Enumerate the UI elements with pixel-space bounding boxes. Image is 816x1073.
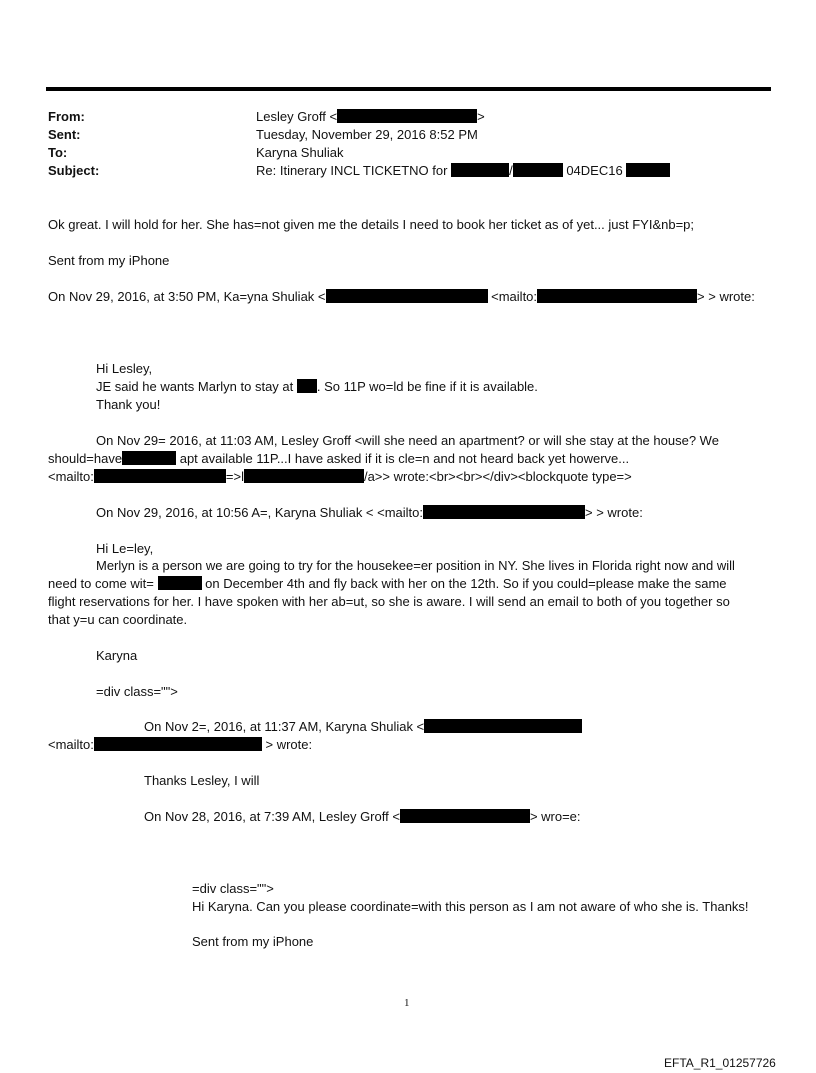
- body-line: Karyna: [96, 648, 138, 663]
- body-line: Hi Le=ley,: [96, 541, 154, 556]
- redaction-bar: [400, 809, 530, 823]
- from-label: From:: [48, 109, 85, 124]
- redaction-bar: [337, 109, 477, 123]
- body-line: Thanks Lesley, I will: [144, 773, 260, 788]
- body-line: =div class="">: [96, 684, 178, 699]
- redaction-bar: [513, 163, 563, 177]
- redaction-bar: [537, 289, 697, 303]
- to-label: To:: [48, 145, 68, 160]
- to-value: Karyna Shuliak: [256, 145, 344, 160]
- body-line: Sent from my iPhone: [48, 253, 170, 268]
- body-line: =div class="">: [192, 881, 274, 896]
- quote-header: On Nov 29, 2016, at 10:56 A=, Karyna Shuliak < <mailto: > > wrote:: [96, 505, 643, 520]
- body-line: Hi Karyna. Can you please coordinate=with this person as I am not aware of who she is. Thanks!: [192, 899, 749, 914]
- body-line: <mailto: > wrote:: [48, 737, 313, 752]
- redaction-bar: [423, 505, 585, 519]
- body-line: should=have apt available 11P...I have asked if it is cle=n and not heard back yet howerve...: [48, 451, 630, 466]
- sent-value: Tuesday, November 29, 2016 8:52 PM: [256, 127, 478, 142]
- body-line: Sent from my iPhone: [192, 934, 314, 949]
- redaction-bar: [626, 163, 670, 177]
- body-line: <mailto: =>l /a>> wrote:<br><br></div><blockquote type=>: [48, 469, 632, 484]
- body-line: Hi Lesley,: [96, 361, 153, 376]
- redaction-bar: [122, 451, 176, 465]
- redaction-bar: [326, 289, 488, 303]
- body-line: Ok great. I will hold for her. She has=not given me the details I need to book her ticket as of yet... just FYI&nb=p;: [48, 217, 695, 232]
- from-value: Lesley Groff < >: [256, 109, 485, 124]
- body-line: Merlyn is a person we are going to try for the housekee=er position in NY. She lives in Florida right now and will: [96, 558, 735, 573]
- body-line: Thank you!: [96, 397, 161, 412]
- quote-header: On Nov 29= 2016, at 11:03 AM, Lesley Groff <will she need an apartment? or will she stay at the house? We: [96, 433, 719, 448]
- subject-value: Re: Itinerary INCL TICKETNO for / 04DEC16: [256, 162, 670, 179]
- quote-header: On Nov 29, 2016, at 3:50 PM, Ka=yna Shuliak < <mailto: > > wrote:: [48, 289, 755, 304]
- redaction-bar: [424, 719, 582, 733]
- redaction-bar: [451, 163, 509, 177]
- quote-header: On Nov 28, 2016, at 7:39 AM, Lesley Groff < > wro=e:: [144, 809, 581, 824]
- body-line: JE said he wants Marlyn to stay at . So 11P wo=ld be fine if it is available.: [96, 379, 538, 394]
- redaction-bar: [297, 379, 317, 393]
- sent-label: Sent:: [48, 127, 81, 142]
- body-line: that y=u can coordinate.: [48, 612, 188, 627]
- redaction-bar: [244, 469, 364, 483]
- quote-header: On Nov 2=, 2016, at 11:37 AM, Karyna Shuliak <: [144, 718, 582, 735]
- redaction-bar: [94, 737, 262, 751]
- page-number: 1: [404, 997, 410, 1009]
- redaction-bar: [158, 576, 202, 590]
- subject-label: Subject:: [48, 163, 100, 178]
- redaction-bar: [94, 469, 226, 483]
- document-id: EFTA_R1_01257726: [664, 1056, 776, 1070]
- header-rule: [46, 87, 771, 91]
- body-line: flight reservations for her. I have spoken with her ab=ut, so she is aware. I will send an email to both of you together so: [48, 594, 730, 609]
- body-line: need to come wit= on December 4th and fly back with her on the 12th. So if you could=please make the same: [48, 576, 727, 591]
